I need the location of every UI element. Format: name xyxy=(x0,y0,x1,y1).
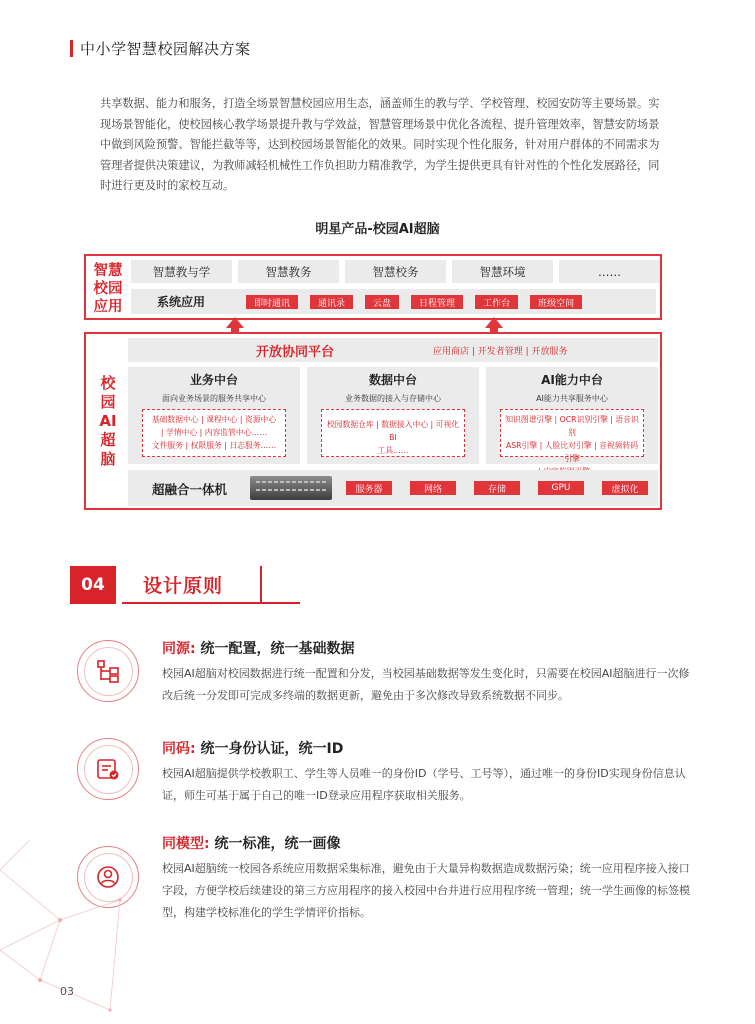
app-module: 智慧教与学 xyxy=(131,260,232,283)
app-module: …… xyxy=(559,260,660,283)
column-title: 业务中台 xyxy=(189,373,238,387)
side-label-line: 超 xyxy=(100,431,116,449)
system-tag: 日程管理 xyxy=(411,295,463,309)
app-module: 智慧环境 xyxy=(452,260,553,283)
principle-title-highlight: 同码: xyxy=(162,741,196,757)
infra-label: 超融合一体机 xyxy=(152,482,228,497)
side-label-line: 智慧 xyxy=(93,263,123,279)
column-detail-line: 文件服务 | 权限服务 | 日志服务…… xyxy=(151,441,277,450)
system-tag: 即时通讯 xyxy=(246,295,298,309)
system-tag: 通讯录 xyxy=(310,295,353,309)
principle-title-highlight: 同模型: xyxy=(162,836,210,852)
system-application-label: 系统应用 xyxy=(157,295,206,309)
app-module: 智慧教务 xyxy=(238,260,339,283)
principle-text: 校园AI超脑统一校园各系统应用数据采集标准，避免由于大量异构数据造成数据污染；统一应用程序接入接口字段，方便学校后续建设的第三方应用程序的接入校园中台并进行应用程序统一管理；统一学生画像的标签模型，构建学校标准化的学生学情评价指标。 xyxy=(162,862,690,919)
column-title: 数据中台 xyxy=(368,373,417,387)
column-detail-line: 工具…… xyxy=(377,446,409,455)
principle-title-rest: 统一身份认证，统一ID xyxy=(195,741,344,757)
infra-tag: 网络 xyxy=(410,481,456,495)
side-label-line: 校园 xyxy=(93,281,123,297)
column-detail-line: 校园数据仓库 | 数据接入中心 | 可视化BI xyxy=(326,420,460,442)
up-arrow-icon xyxy=(226,317,244,328)
open-platform-services: 应用商店 | 开发者管理 | 开放服务 xyxy=(433,347,568,357)
column-detail-box xyxy=(142,409,286,457)
business-middle-platform xyxy=(128,367,300,464)
side-label-line: AI xyxy=(99,412,117,430)
open-platform-title: 开放协同平台 xyxy=(256,345,335,360)
tree-structure-icon xyxy=(77,640,139,702)
column-detail-box xyxy=(321,409,465,457)
ai-capability-middle-platform xyxy=(486,367,658,464)
side-label-line: 脑 xyxy=(100,450,116,468)
brain-side-label xyxy=(92,374,124,469)
side-label-line: 园 xyxy=(100,393,116,411)
principle-title-rest: 统一标准，统一画像 xyxy=(209,836,341,852)
side-label-line: 校 xyxy=(100,374,116,392)
header-accent-bar xyxy=(70,40,73,57)
page-number: 03 xyxy=(60,985,74,998)
open-platform-row xyxy=(128,338,658,362)
principle-title-rest: 统一配置，统一基础数据 xyxy=(195,641,355,657)
principle-title xyxy=(162,833,340,853)
infra-tag: 虚拟化 xyxy=(602,481,648,495)
system-tag-list xyxy=(246,295,582,309)
app-layer-side-label xyxy=(92,262,124,316)
section-title-underline xyxy=(262,602,300,604)
id-card-icon xyxy=(77,738,139,800)
column-detail-line: | 学情中心 | 内容监管中心…… xyxy=(160,428,268,437)
principle-title-highlight: 同源: xyxy=(162,641,196,657)
system-application-row xyxy=(131,289,656,314)
principle-title xyxy=(162,738,343,758)
infra-tag: 存储 xyxy=(474,481,520,495)
app-module: 智慧校务 xyxy=(345,260,446,283)
up-arrow-icon xyxy=(485,317,503,328)
server-rack-icon xyxy=(250,476,332,500)
principle-text: 校园AI超脑对校园数据进行统一配置和分发，当校园基础数据等发生变化时，只需要在校园AI超脑进行一次修改后统一分发即可完成多终端的数据更新，避免由于多次修改导致系统数据不同步。 xyxy=(162,667,690,702)
section-title: 设计原则 xyxy=(143,575,224,597)
intro-paragraph: 共享数据、能力和服务，打造全场景智慧校园应用生态，涵盖师生的教与学、学校管理、校园安防等主要场景。实现场景智能化，使校园核心教学场景提升教与学效益，智慧管理场景中优化各流程、提升管理效率，智慧安防场景中做到风险预警、智能拦截等等，达到校园场景智能化的效果。同时实现个性化服务，针对用户群体的不同需求为管理者提供决策建议，为教师减轻机械性工作负担助力精准教学，为学生提供更具有针对性的个性化发展路径，同时进行更及时的家校互动。 xyxy=(100,97,660,193)
column-subtitle: 业务数据的接入与存储中心 xyxy=(345,394,441,403)
system-tag: 工作台 xyxy=(475,295,518,309)
smart-campus-application-layer xyxy=(84,254,662,320)
data-middle-platform xyxy=(307,367,479,464)
hyper-converged-row xyxy=(128,470,658,506)
column-detail-line: 知识图谱引擎 | OCR识别引擎 | 语音识别 xyxy=(505,415,639,437)
column-detail-box xyxy=(500,409,644,463)
principle-title xyxy=(162,638,354,658)
column-detail-line: ASR引擎 | 人脸比对引擎 | 音视频转码引擎 xyxy=(505,441,639,463)
document-header-title: 中小学智慧校园解决方案 xyxy=(80,40,251,58)
diagram-title: 明星产品-校园AI超脑 xyxy=(315,222,440,237)
infra-tag-list xyxy=(346,481,648,495)
column-detail-line: 基础数据中心 | 课程中心 | 资源中心 xyxy=(151,415,277,424)
system-tag: 班级空间 xyxy=(530,295,582,309)
section-number: 04 xyxy=(70,566,116,604)
side-label-line: 应用 xyxy=(93,299,123,315)
app-module-row xyxy=(131,260,660,283)
infra-tag: 服务器 xyxy=(346,481,392,495)
principle-text: 校园AI超脑提供学校教职工、学生等人员唯一的身份ID（学号、工号等），通过唯一的身份ID实现身份信息认证，师生可基于属于自己的唯一ID登录应用程序获取相关服务。 xyxy=(162,767,686,802)
column-subtitle: AI能力共享服务中心 xyxy=(536,394,608,403)
infra-tag: GPU xyxy=(538,481,584,495)
column-subtitle: 面向业务场景的服务共享中心 xyxy=(162,394,266,403)
system-tag: 云盘 xyxy=(365,295,399,309)
campus-ai-brain-layer xyxy=(84,332,662,510)
column-title: AI能力中台 xyxy=(541,373,603,387)
